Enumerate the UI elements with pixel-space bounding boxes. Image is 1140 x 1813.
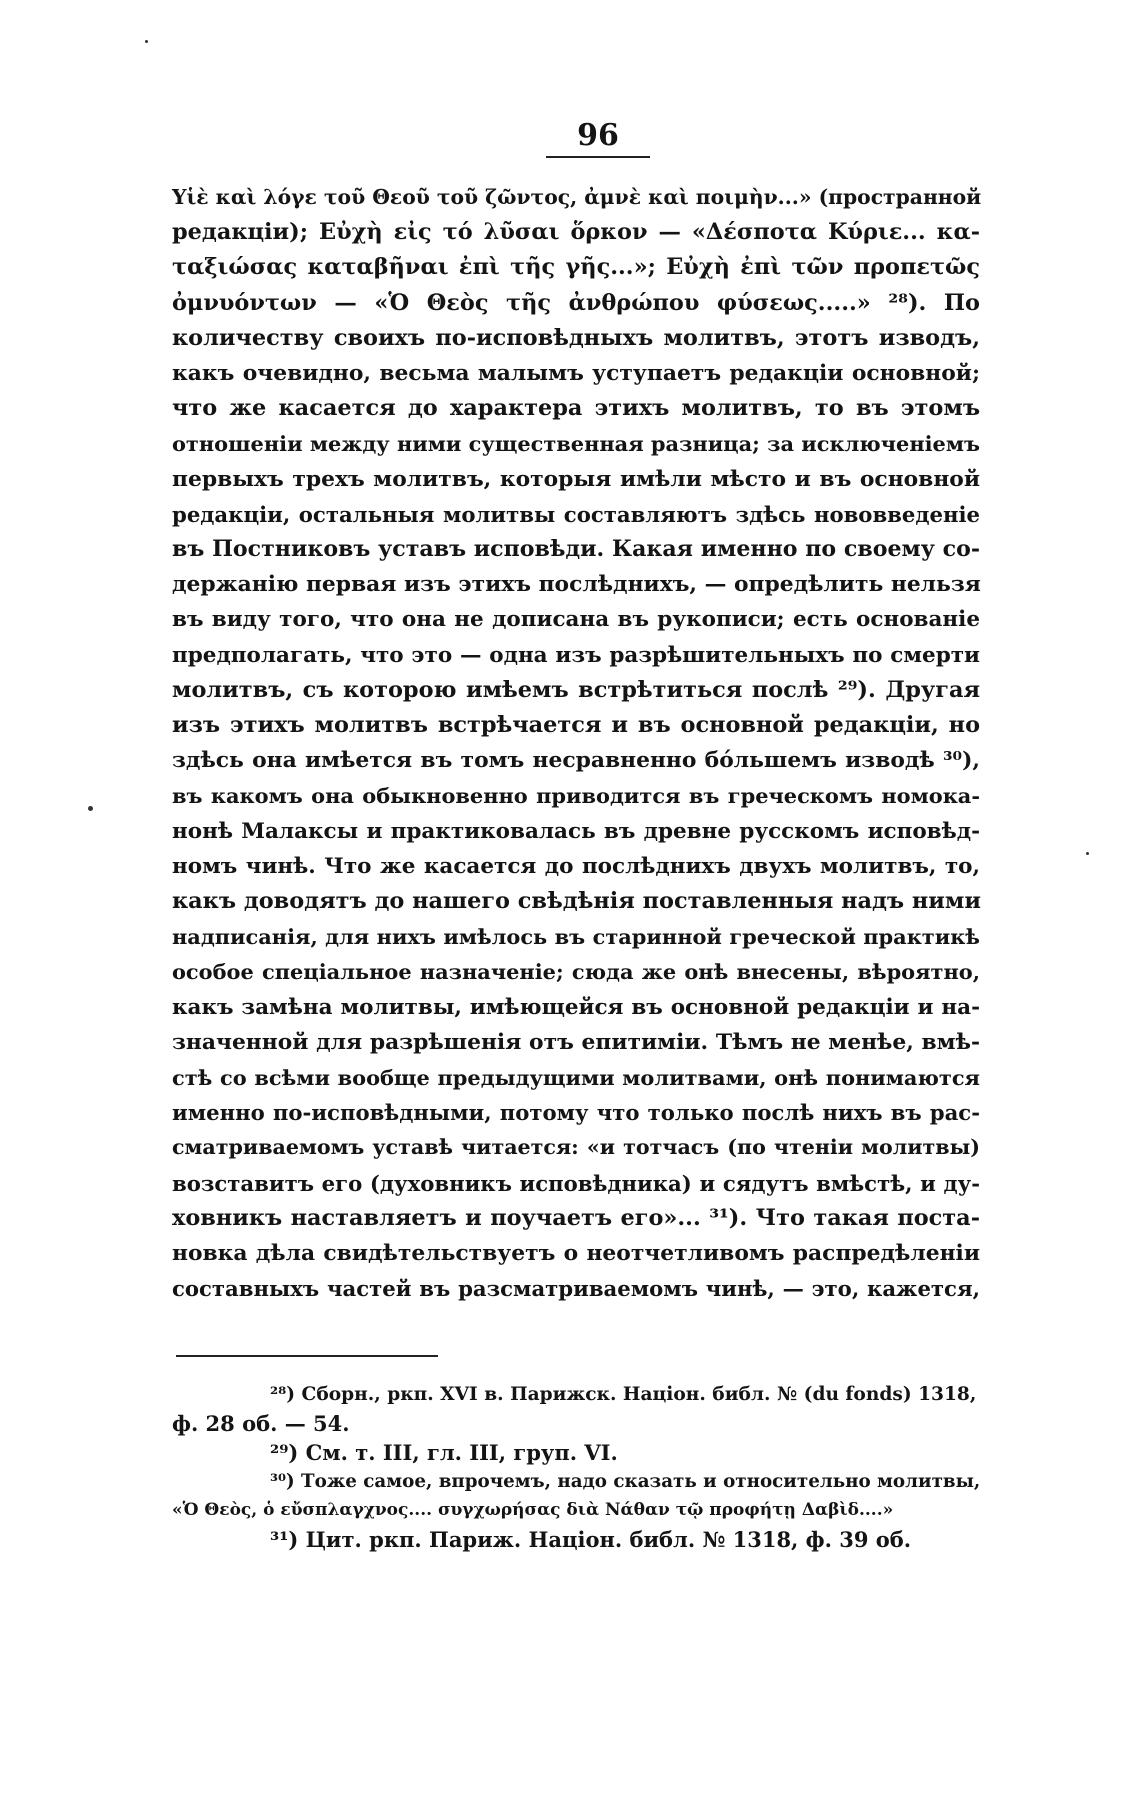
body-line: Υἱὲ καὶ λόγε τοῦ Θεοῦ τοῦ ζῶντος, ἀμνὲ καὶ ποιμὴν...» (пространной	[172, 185, 982, 209]
body-line: молитвъ, съ которою имѣемъ встрѣтиться послѣ ²⁹). Другая	[172, 676, 980, 703]
footnote-29: ²⁹) См. т. III, гл. III, груп. VI.	[270, 1440, 618, 1465]
page-number-rule	[546, 156, 650, 158]
body-line: здѣсь она имѣется въ томъ несравненно бо́льшемъ изводѣ ³⁰),	[172, 748, 980, 774]
body-line: нонѣ Малаксы и практиковалась въ древне русскомъ исповѣд-	[172, 818, 980, 844]
body-line: надписанія, для нихъ имѣлось въ старинной греческой практикѣ	[172, 924, 980, 950]
body-line: новка дѣла свидѣтельствуетъ о неотчетливомъ распредѣленіи	[172, 1241, 980, 1267]
body-line: именно по-исповѣдными, потому что только послѣ нихъ въ рас-	[172, 1100, 980, 1126]
body-line: возставитъ его (духовникъ исповѣдника) и сядутъ вмѣстѣ, и ду-	[172, 1170, 980, 1196]
scan-speck	[145, 40, 148, 43]
footnote-31: ³¹) Цит. ркп. Париж. Націон. библ. № 1318, ф. 39 об.	[270, 1527, 912, 1552]
body-line: ταξιώσας καταβῆναι ἐπὶ τῆς γῆς...»; Εὐχὴ ἐπὶ τῶν προπετῶς	[172, 254, 980, 281]
body-line: особое спеціальное назначеніе; сюда же онѣ внесены, вѣроятно,	[172, 959, 980, 985]
page-number: 96	[577, 118, 619, 153]
body-line: ховникъ наставляетъ и поучаетъ его»... ³¹). Что такая поста-	[172, 1204, 980, 1231]
scan-speck	[1086, 852, 1089, 855]
body-line: въ какомъ она обыкновенно приводится въ греческомъ номока-	[172, 783, 980, 809]
body-line: какъ очевидно, весьма малымъ уступаетъ редакціи основной;	[172, 361, 980, 387]
body-line: ὀμνυόντων — «Ὁ Θεὸς τῆς ἀνθρώπου φύσεως.....» ²⁸). По	[172, 289, 980, 316]
body-line: редакціи); Εὐχὴ εἰς τό λῦσαι ὅρκον — «Δέσποτα Κύριε... κα-	[172, 219, 980, 246]
body-text	[172, 180, 980, 1307]
body-line: въ Постниковъ уставъ исповѣди. Какая именно по своему со-	[172, 536, 980, 563]
body-line: редакціи, остальныя молитвы составляютъ здѣсь нововведеніе	[172, 501, 980, 527]
body-line: составныхъ частей въ разсматриваемомъ чинѣ, — это, кажется,	[172, 1276, 980, 1302]
body-line: какъ доводятъ до нашего свѣдѣнія поставленныя надъ ними	[172, 888, 981, 915]
body-line: какъ замѣна молитвы, имѣющейся въ основной редакціи и на-	[172, 994, 980, 1020]
body-line: значенной для разрѣшенія отъ епитиміи. Тѣмъ не менѣе, вмѣ-	[172, 1029, 980, 1055]
body-line: стѣ со всѣми вообще предыдущими молитвами, онѣ понимаются	[172, 1065, 980, 1091]
body-line: номъ чинѣ. Что же касается до послѣднихъ двухъ молитвъ, то,	[172, 853, 980, 879]
body-line: предполагать, что это — одна изъ разрѣшительныхъ по смерти	[172, 642, 980, 668]
body-line: изъ этихъ молитвъ встрѣчается и въ основной редакціи, но	[172, 712, 980, 739]
footnote-28-continued: ф. 28 об. — 54.	[172, 1411, 350, 1436]
footnote-30: ³⁰) Тоже самое, впрочемъ, надо сказать и относительно молитвы,	[270, 1471, 981, 1492]
body-line: что же касается до характера этихъ молитвъ, то въ этомъ	[172, 395, 980, 422]
footnote-separator	[176, 1355, 438, 1357]
footnotes	[172, 1380, 980, 1554]
body-line: отношеніи между ними существенная разница; за исключеніемъ	[172, 431, 981, 457]
body-line: первыхъ трехъ молитвъ, которыя имѣли мѣсто и въ основной	[172, 466, 980, 492]
body-line: въ виду того, что она не дописана въ рукописи; есть основаніе	[172, 607, 980, 633]
body-line: количеству своихъ по-исповѣдныхъ молитвъ, этотъ изводъ,	[172, 324, 980, 351]
footnote-28: ²⁸) Сборн., ркп. XVI в. Парижск. Націон. библ. № (du fonds) 1318,	[270, 1384, 977, 1405]
scan-speck	[88, 806, 93, 811]
footnote-30-greek-quote: «Ὁ Θεὸς, ὁ εὔσπλαγχνος.... συγχωρήσας διὰ Νάθαν τῷ προφήτῃ Δαβὶδ....»	[172, 1500, 894, 1520]
body-line: держанію первая изъ этихъ послѣднихъ, — опредѣлить нельзя	[172, 572, 981, 598]
body-line: сматриваемомъ уставѣ читается: «и тотчасъ (по чтеніи молитвы)	[172, 1135, 980, 1160]
